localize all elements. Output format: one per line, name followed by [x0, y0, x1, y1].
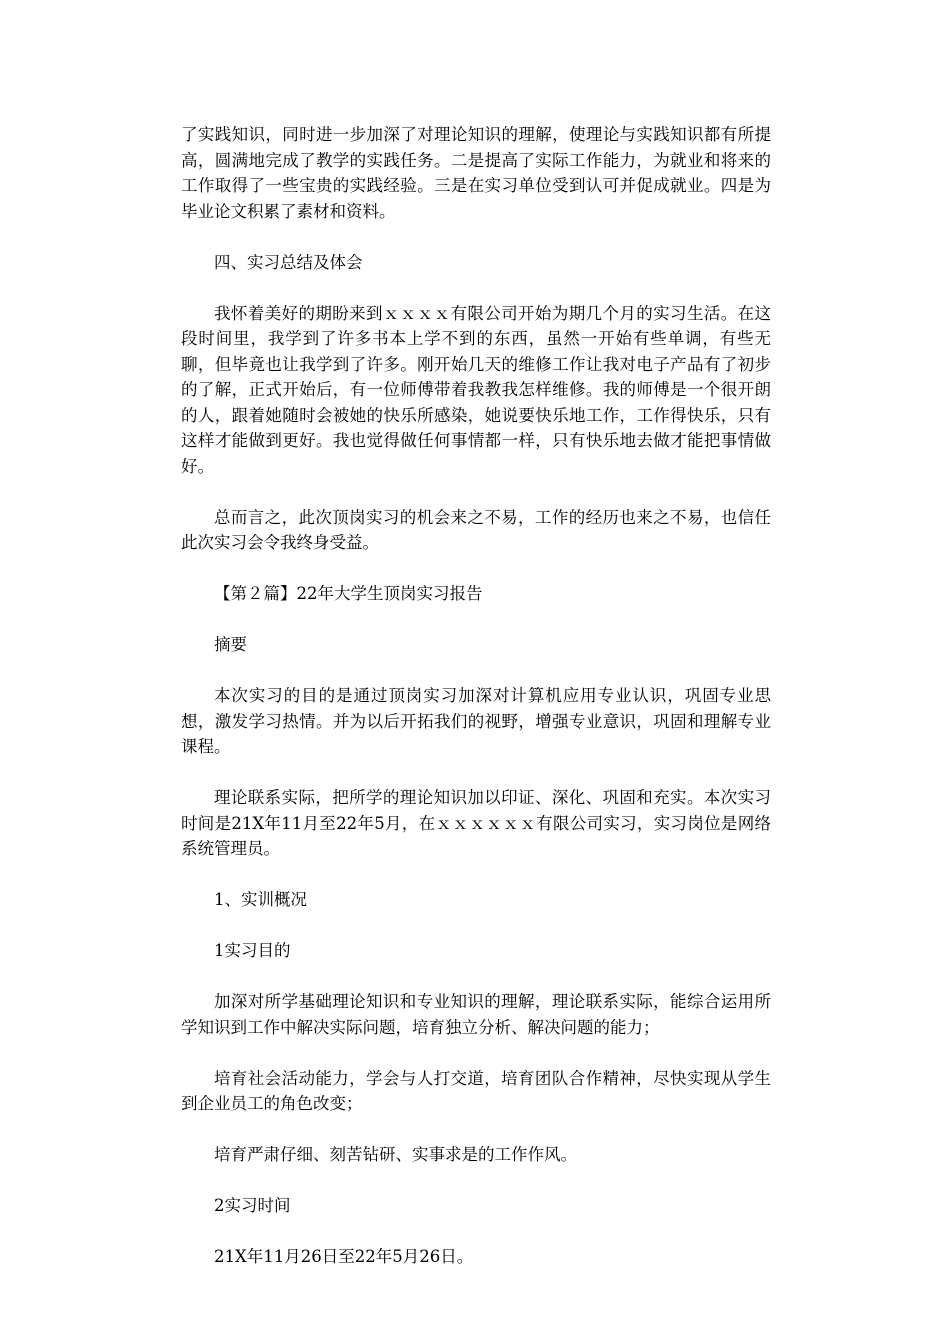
paragraph-theory-practice: 理论联系实际，把所学的理论知识加以印证、深化、巩固和充实。本次实习时间是21X年11月至22年5月，在ｘｘｘｘｘｘ有限公司实习，实习岗位是网络系统管理员。	[181, 788, 771, 858]
paragraph-continuation: 了实践知识，同时进一步加深了对理论知识的理解，使理论与实践知识都有所提高，圆满地完成了教学的实践任务。二是提高了实际工作能力，为就业和将来的工作取得了一些宝贵的实践经验。三是在实习单位受到认可并促成就业。四是为毕业论文积累了素材和资料。	[181, 125, 771, 221]
section-heading-summary: 四、实习总结及体会	[214, 252, 363, 272]
paragraph-goal-1: 加深对所学基础理论知识和专业知识的理解，理论联系实际，能综合运用所学知识到工作中解决实际问题，培育独立分析、解决问题的能力；	[181, 992, 771, 1037]
paragraph-experience: 我怀着美好的期盼来到ｘｘｘｘ有限公司开始为期几个月的实习生活。在这段时间里，我学到了许多书本上学不到的东西，虽然一开始有些单调，有些无聊，但毕竟也让我学到了许多。刚开始几天的维修工作让我对电子产品有了初步的了解，正式开始后，有一位师傅带着我教我怎样维修。我的师傅是一个很开朗的人，跟着她随时会被她的快乐所感染，她说要快乐地工作，工作得快乐，只有这样才能做到更好。我也觉得做任何事情都一样，只有快乐地去做才能把事情做好。	[181, 303, 771, 476]
abstract-heading: 摘要	[214, 635, 247, 654]
section-heading-overview: 1、实训概况	[214, 890, 307, 909]
subheading-purpose: 1实习目的	[214, 941, 291, 960]
paragraph-goal-2: 培育社会活动能力，学会与人打交道，培育团队合作精神，尽快实现从学生到企业员工的角色改变；	[181, 1068, 771, 1113]
paragraph-time: 21X年11月26日至22年5月26日。	[214, 1247, 474, 1266]
paragraph-goal-3: 培育严肃仔细、刻苦钻研、实事求是的工作作风。	[214, 1145, 577, 1164]
subheading-time: 2实习时间	[214, 1196, 291, 1215]
paragraph-conclusion: 总而言之，此次顶岗实习的机会来之不易，工作的经历也来之不易，也信任此次实习会令我终身受益。	[181, 507, 771, 552]
article-title: 【第２篇】22年大学生顶岗实习报告	[214, 584, 483, 603]
paragraph-purpose: 本次实习的目的是通过顶岗实习加深对计算机应用专业认识，巩固专业思想，激发学习热情。并为以后开拓我们的视野，增强专业意识，巩固和理解专业课程。	[181, 686, 771, 756]
document-page	[181, 122, 771, 1295]
